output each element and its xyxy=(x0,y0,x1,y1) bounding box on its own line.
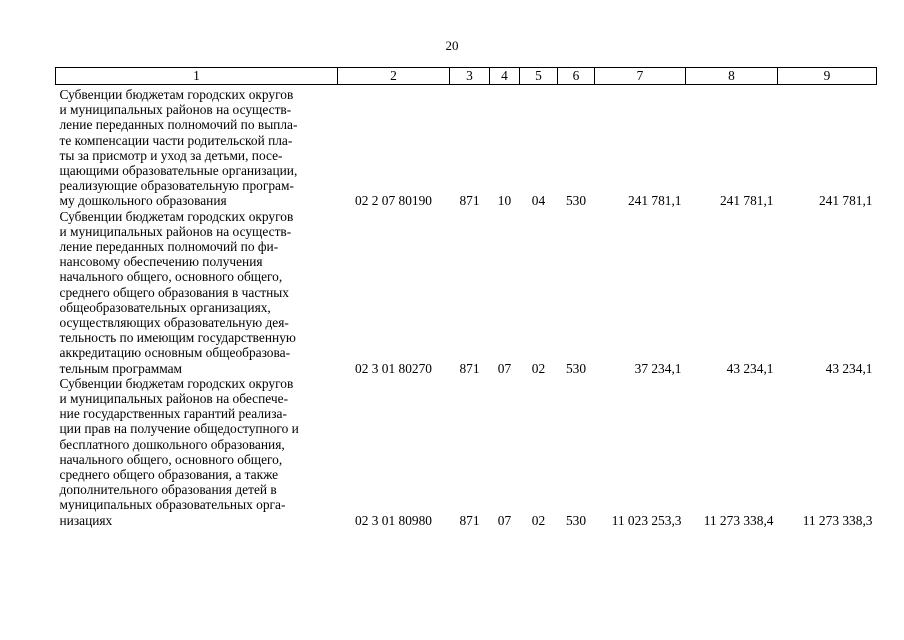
description-line: и муниципальных районов на обеспече- xyxy=(59,391,289,407)
header-col-9: 9 xyxy=(778,68,877,85)
cell-col-5: 02 xyxy=(531,360,546,376)
cell-col-4: 07 xyxy=(497,512,512,528)
description-line: общеобразовательных организациях, xyxy=(59,299,271,315)
table-row xyxy=(56,209,877,376)
description-line: реализующие образовательную програм- xyxy=(59,178,294,194)
classification-code: 02 2 07 80190 xyxy=(355,193,432,209)
cell-col-3: 871 xyxy=(459,512,480,528)
amount-col-8: 241 781,1 xyxy=(719,193,774,209)
description-line: и муниципальных районов на осуществ- xyxy=(59,102,292,118)
description-line: низациях xyxy=(59,512,113,528)
cell-col-5: 02 xyxy=(531,512,546,528)
header-col-3: 3 xyxy=(450,68,490,85)
header-col-7: 7 xyxy=(595,68,686,85)
header-col-2: 2 xyxy=(338,68,450,85)
classification-code: 02 3 01 80980 xyxy=(355,512,432,528)
amount-col-8: 11 273 338,4 xyxy=(703,512,774,528)
description-line: Субвенции бюджетам городских округов xyxy=(59,87,294,102)
description-line: щающими образовательные организации, xyxy=(59,163,298,179)
description-line: начального общего, основного общего, xyxy=(59,451,283,467)
description-line: и муниципальных районов на осуществ- xyxy=(59,223,292,239)
page-number: 20 xyxy=(445,38,459,53)
cell-col-3: 871 xyxy=(459,360,480,376)
cell-col-3: 871 xyxy=(459,193,480,209)
cell-col-6: 530 xyxy=(565,360,587,376)
table-row xyxy=(56,85,877,209)
description-line: те компенсации части родительской пла- xyxy=(59,132,293,148)
cell-col-6: 530 xyxy=(565,512,587,528)
description-line: Субвенции бюджетам городских округов xyxy=(59,375,294,391)
amount-col-8: 43 234,1 xyxy=(726,360,774,376)
header-col-4: 4 xyxy=(490,68,520,85)
amount-col-7: 241 781,1 xyxy=(627,193,682,209)
table-row xyxy=(56,376,877,528)
header-col-8: 8 xyxy=(686,68,778,85)
amount-col-9: 43 234,1 xyxy=(825,360,873,376)
description-line: тельным программам xyxy=(59,360,183,376)
row-description xyxy=(56,85,338,209)
row-description xyxy=(56,209,338,376)
cell-col-6: 530 xyxy=(565,193,587,209)
budget-table xyxy=(55,67,877,528)
description-line: муниципальных образовательных орга- xyxy=(59,497,286,513)
description-line: ление переданных полномочий по фи- xyxy=(59,239,279,255)
description-line: ние государственных гарантий реализа- xyxy=(59,406,287,422)
description-line: му дошкольного образования xyxy=(59,193,227,209)
description-line: аккредитацию основным общеобразова- xyxy=(59,345,291,361)
header-col-5: 5 xyxy=(520,68,558,85)
description-line: дополнительного образования детей в xyxy=(59,482,277,498)
amount-col-9: 11 273 338,3 xyxy=(802,512,873,528)
description-line: Субвенции бюджетам городских округов xyxy=(59,208,294,224)
cell-col-5: 04 xyxy=(531,193,546,209)
description-line: ции прав на получение общедоступного и xyxy=(59,421,299,437)
description-line: бесплатного дошкольного образования, xyxy=(59,436,285,452)
description-line: тельность по имеющим государственную xyxy=(59,330,296,346)
description-line: среднего общего образования, а также xyxy=(59,467,279,483)
description-line: нансовому обеспечению получения xyxy=(59,254,263,270)
description-line: осуществляющих образовательную дея- xyxy=(59,315,289,331)
amount-col-9: 241 781,1 xyxy=(818,193,873,209)
cell-col-4: 10 xyxy=(497,193,512,209)
description-line: ты за присмотр и уход за детьми, посе- xyxy=(59,147,283,163)
cell-col-4: 07 xyxy=(497,360,512,376)
classification-code: 02 3 01 80270 xyxy=(355,360,432,376)
header-row xyxy=(56,68,877,85)
header-col-6: 6 xyxy=(558,68,595,85)
row-description xyxy=(56,376,338,528)
amount-col-7: 11 023 253,3 xyxy=(611,512,682,528)
header-col-1: 1 xyxy=(56,68,338,85)
description-line: среднего общего образования в частных xyxy=(59,284,289,300)
description-line: ление переданных полномочий по выпла- xyxy=(59,117,298,133)
amount-col-7: 37 234,1 xyxy=(634,360,682,376)
description-line: начального общего, основного общего, xyxy=(59,269,283,285)
